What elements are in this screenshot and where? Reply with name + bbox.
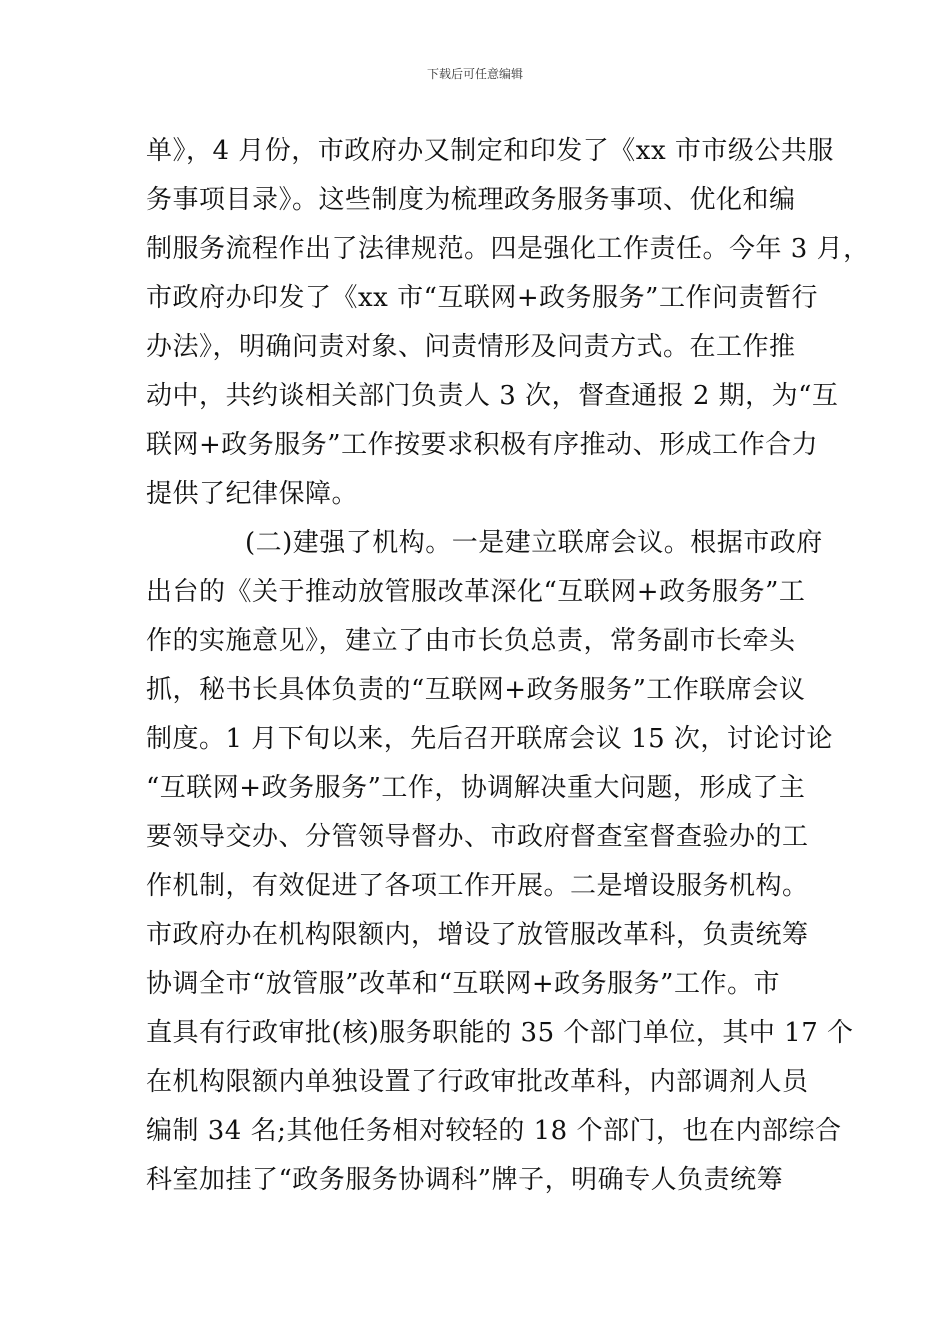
paragraph-line: 制服务流程作出了法律规范。四是强化工作责任。今年 3 月， <box>146 234 870 264</box>
paragraph-line: 单》，4 月份，市政府办又制定和印发了《xx 市市级公共服 <box>146 136 834 166</box>
document-body <box>146 127 870 1205</box>
paragraph-line: 协调全市“放管服”改革和“互联网+政务服务”工作。市 <box>146 969 780 999</box>
paragraph-line: 要领导交办、分管领导督办、市政府督查室督查验办的工 <box>146 822 809 852</box>
paragraph-line: 在机构限额内单独设置了行政审批改革科，内部调剂人员 <box>146 1067 809 1097</box>
paragraph-line: 联网+政务服务”工作按要求积极有序推动、形成工作合力 <box>146 430 819 460</box>
paragraph-line: 科室加挂了“政务服务协调科”牌子，明确专人负责统筹 <box>146 1165 784 1195</box>
page-header-note: 下载后可任意编辑 <box>426 67 523 81</box>
paragraph-line: “互联网+政务服务”工作，协调解决重大问题，形成了主 <box>146 773 806 803</box>
paragraph-line: 制度。1 月下旬以来，先后召开联席会议 15 次，讨论讨论 <box>146 724 833 754</box>
section-heading-line: (二)建强了机构。一是建立联席会议。根据市政府 <box>245 528 823 558</box>
paragraph-line: 抓，秘书长具体负责的“互联网+政务服务”工作联席会议 <box>146 675 806 705</box>
paragraph-line: 办法》，明确问责对象、问责情形及问责方式。在工作推 <box>146 332 796 362</box>
paragraph-line: 编制 34 名;其他任务相对较轻的 18 个部门，也在内部综合 <box>146 1116 842 1146</box>
paragraph-line: 作机制，有效促进了各项工作开展。二是增设服务机构。 <box>146 871 809 901</box>
paragraph-line: 务事项目录》。这些制度为梳理政务服务事项、优化和编 <box>146 185 796 215</box>
paragraph-line: 作的实施意见》，建立了由市长负总责，常务副市长牵头 <box>146 626 796 656</box>
paragraph-line: 提供了纪律保障。 <box>146 479 359 509</box>
paragraph-line: 动中，共约谈相关部门负责人 3 次，督查通报 2 期，为“互 <box>146 381 839 411</box>
paragraph-line: 出台的《关于推动放管服改革深化“互联网+政务服务”工 <box>146 577 806 607</box>
paragraph-line: 直具有行政审批(核)服务职能的 35 个部门单位，其中 17 个 <box>146 1018 854 1048</box>
paragraph-line: 市政府办印发了《xx 市“互联网+政务服务”工作问责暂行 <box>146 283 818 313</box>
paragraph-line: 市政府办在机构限额内，增设了放管服改革科，负责统筹 <box>146 920 809 950</box>
